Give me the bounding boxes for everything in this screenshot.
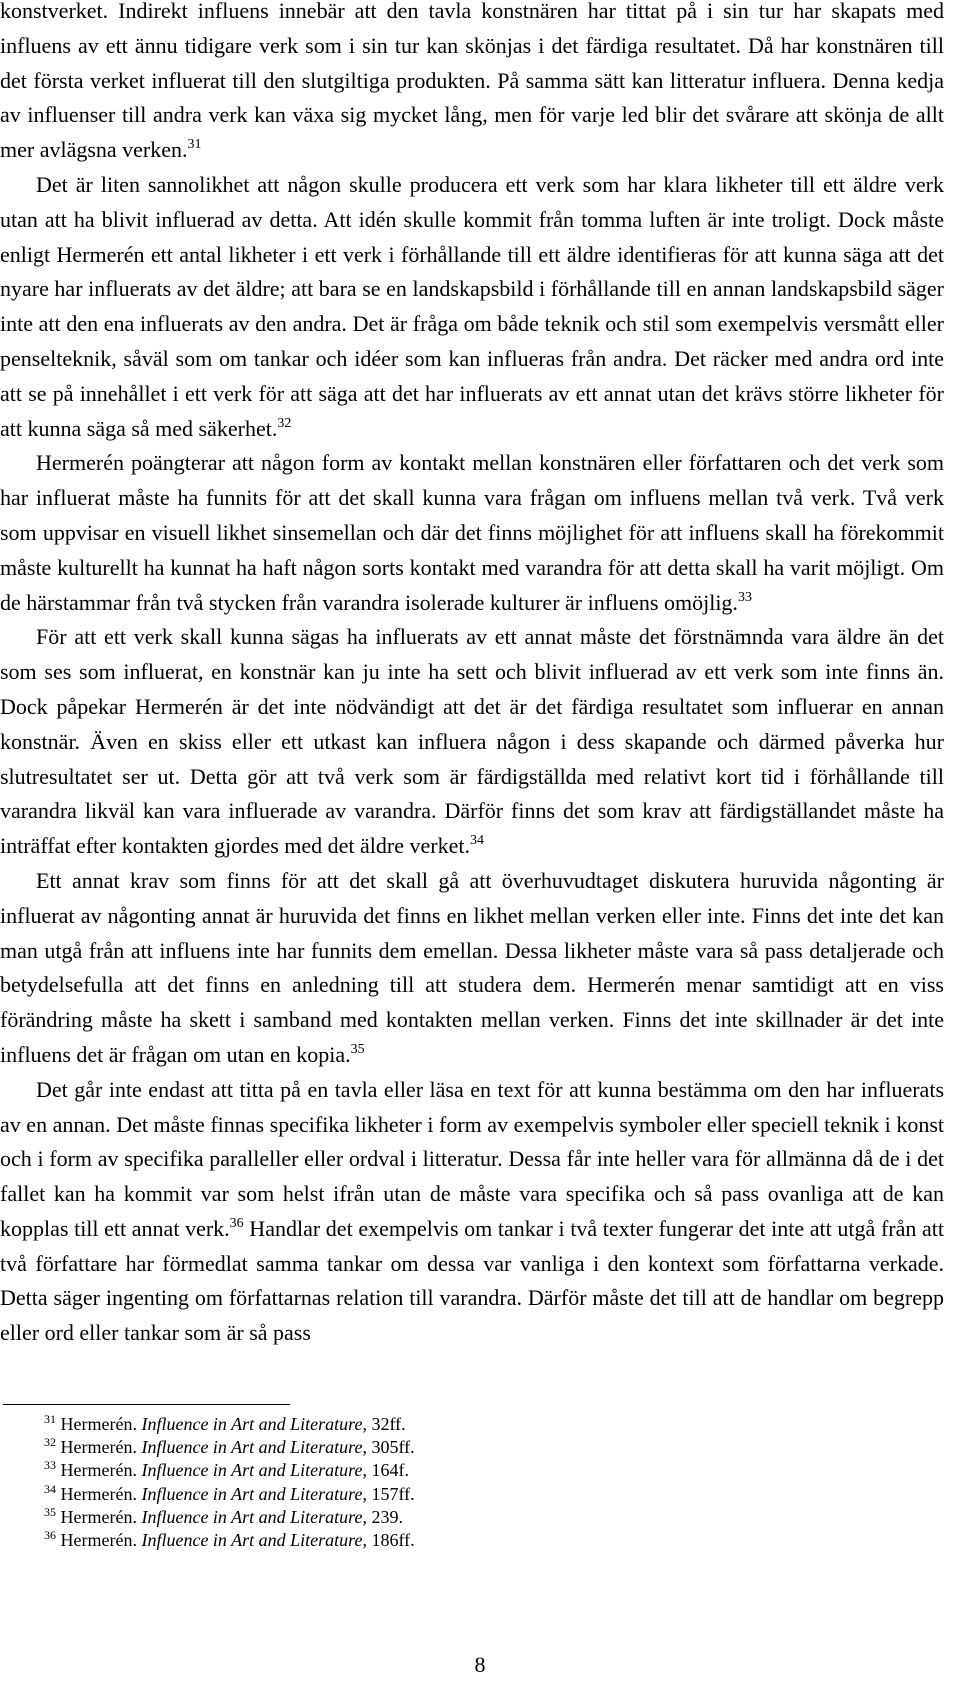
footnote-author: Hermerén.	[60, 1530, 137, 1551]
footnote-pages: 186ff.	[371, 1530, 415, 1551]
body-paragraph	[0, 620, 944, 864]
footnote-author: Hermerén.	[60, 1437, 137, 1458]
footnote-pages: 157ff.	[371, 1483, 415, 1504]
footnote-pages: 164f.	[371, 1460, 409, 1481]
footnote	[44, 1413, 844, 1436]
footnote-title: Influence in Art and Literature,	[141, 1460, 367, 1481]
paragraph-text: konstverket. Indirekt influens innebär att den tavla konstnären har tittat på i sin tur har skapats med influens av ett ännu tidigare verk som i sin tur kan skönjas i det färdiga resultatet. Då har konstnären till det första verket influerat till den slutgiltiga produkten. På samma sätt kan litteratur influera. Denna kedja av influenser till andra verk kan växa sig mycket lång, men för varje led blir det svårare att skönja de allt mer avlägsna verken.	[0, 0, 944, 163]
footnote-pages: 305ff.	[371, 1437, 415, 1458]
footnote-reference[interactable]: 36	[229, 1215, 244, 1231]
paragraph-text: För att ett verk skall kunna sägas ha influerats av ett annat måste det förstnämnda vara äldre än det som ses som influerat, en konstnär kan ju inte ha sett och blivit influerad av ett verk som inte finns än. Dock påpekar Hermerén är det inte nödvändigt att det är det färdiga resultatet som influerar en annan konstnär. Även en skiss eller ett utkast kan influera någon i dess skapande och därmed påverka hur slutresultatet ser ut. Detta gör att två verk som är färdigställda med relativt kort tid i förhållande till varandra likväl kan vara influerade av varandra. Därför finns det som krav att färdigställandet måste ha inträffat efter kontakten gjordes med det äldre verket.	[0, 624, 944, 859]
footnote-number: 35	[44, 1504, 56, 1519]
footnote	[44, 1436, 844, 1459]
footnote-title: Influence in Art and Literature,	[141, 1414, 367, 1434]
footnote-number: 32	[44, 1435, 56, 1450]
footnote-number: 34	[44, 1481, 56, 1496]
footnote-number: 31	[44, 1412, 56, 1426]
body-paragraph	[0, 1073, 944, 1351]
footnote-number: 33	[44, 1458, 56, 1473]
body-paragraph	[0, 864, 944, 1073]
footnote-pages: 32ff.	[371, 1414, 406, 1434]
footnote-pages: 239.	[371, 1506, 403, 1527]
body-paragraph	[0, 168, 944, 446]
paragraph-text: Det går inte endast att titta på en tavla eller läsa en text för att kunna bestämma om den har influerats av en annan. Det måste finnas specifika likheter i form av exempelvis symboler eller speciell teknik i konst och i form av specifika paralleller eller ordval i litteratur. Dessa får inte heller vara för allmänna då de i det fallet kan ha kommit var som helst ifrån utan de måste vara specifika och så pass ovanliga att de kan kopplas till ett annat verk.	[0, 1076, 944, 1241]
footnote-author: Hermerén.	[60, 1414, 137, 1434]
footnote	[44, 1529, 844, 1552]
footnote-reference[interactable]: 35	[350, 1041, 365, 1057]
footnotes	[44, 1413, 844, 1552]
footnote-title: Influence in Art and Literature,	[141, 1483, 367, 1504]
body-paragraph	[0, 446, 944, 620]
footnote-title: Influence in Art and Literature,	[141, 1506, 367, 1527]
paragraph-text: Hermerén poängterar att någon form av kontakt mellan konstnären eller författaren och det verk som har influerat måste ha funnits för att det skall kunna vara frågan om influens mellan två verk. Två verk som uppvisar en visuell likhet sinsemellan och där det finns möjlighet för att influens skall ha förekommit måste kulturellt ha kunnat ha haft någon sorts kontakt med varandra för att detta skall ha varit möjligt. Om de härstammar från två stycken från varandra isolerade kulturer är influens omöjlig.	[0, 450, 944, 615]
footnote-title: Influence in Art and Literature,	[141, 1437, 367, 1458]
footnote-author: Hermerén.	[60, 1506, 137, 1527]
footnote-separator	[3, 1404, 290, 1405]
footnote-number: 36	[44, 1528, 56, 1543]
page-number: 8	[474, 1652, 486, 1677]
paragraph-text: Handlar det exempelvis om tankar i två texter fungerar det inte att utgå från att två författare har förmedlat samma tankar om dessa var vanliga i den kontext som författarna verkade. Detta säger ingenting om författarnas relation till varandra. Därför måste det till att de handlar om begrepp eller ord eller tankar som är så pass	[0, 1215, 944, 1346]
footnote-author: Hermerén.	[60, 1460, 137, 1481]
footnote	[44, 1459, 844, 1482]
footnote	[44, 1506, 844, 1529]
footnote-reference[interactable]: 33	[737, 589, 752, 605]
footnote-author: Hermerén.	[60, 1483, 137, 1504]
footnote-reference[interactable]: 34	[469, 833, 484, 849]
paragraph-text: Det är liten sannolikhet att någon skulle producera ett verk som har klara likheter till ett äldre verk utan att ha blivit influerad av detta. Att idén skulle kommit från tomma luften är inte troligt. Dock måste enligt Hermerén ett antal likheter i ett verk i förhållande till ett äldre identifieras för att kunna säga att det nyare har influerats av det äldre; att bara se en landskapsbild i förhållande till en annan landskapsbild säger inte att den ena influerats av den andra. Det är fråga om både teknik och stil som exempelvis versmått eller penselteknik, såväl som om tankar och idéer som kan influeras från andra. Det räcker med andra ord inte att se på innehållet i ett verk för att säga att det har influerats av ett annat utan det krävs större likheter för att kunna säga så med säkerhet.	[0, 171, 944, 441]
footnote	[44, 1483, 844, 1506]
footnote-reference[interactable]: 31	[187, 137, 202, 153]
footnote-reference[interactable]: 32	[277, 415, 292, 431]
body-paragraph	[0, 0, 944, 168]
footnote-title: Influence in Art and Literature,	[141, 1530, 367, 1551]
paragraph-text: Ett annat krav som finns för att det skall gå att överhuvudtaget diskutera huruvida någonting är influerat av någonting annat är huruvida det finns en likhet mellan verken eller inte. Finns det inte det kan man utgå från att influens inte har funnits dem emellan. Dessa likheter måste vara så pass detaljerade och betydelsefulla att det finns en anledning till att studera dem. Hermerén menar samtidigt att en viss förändring måste ha skett i samband med kontakten mellan verken. Finns det inte skillnader är det inte influens det är frågan om utan en kopia.	[0, 867, 944, 1067]
